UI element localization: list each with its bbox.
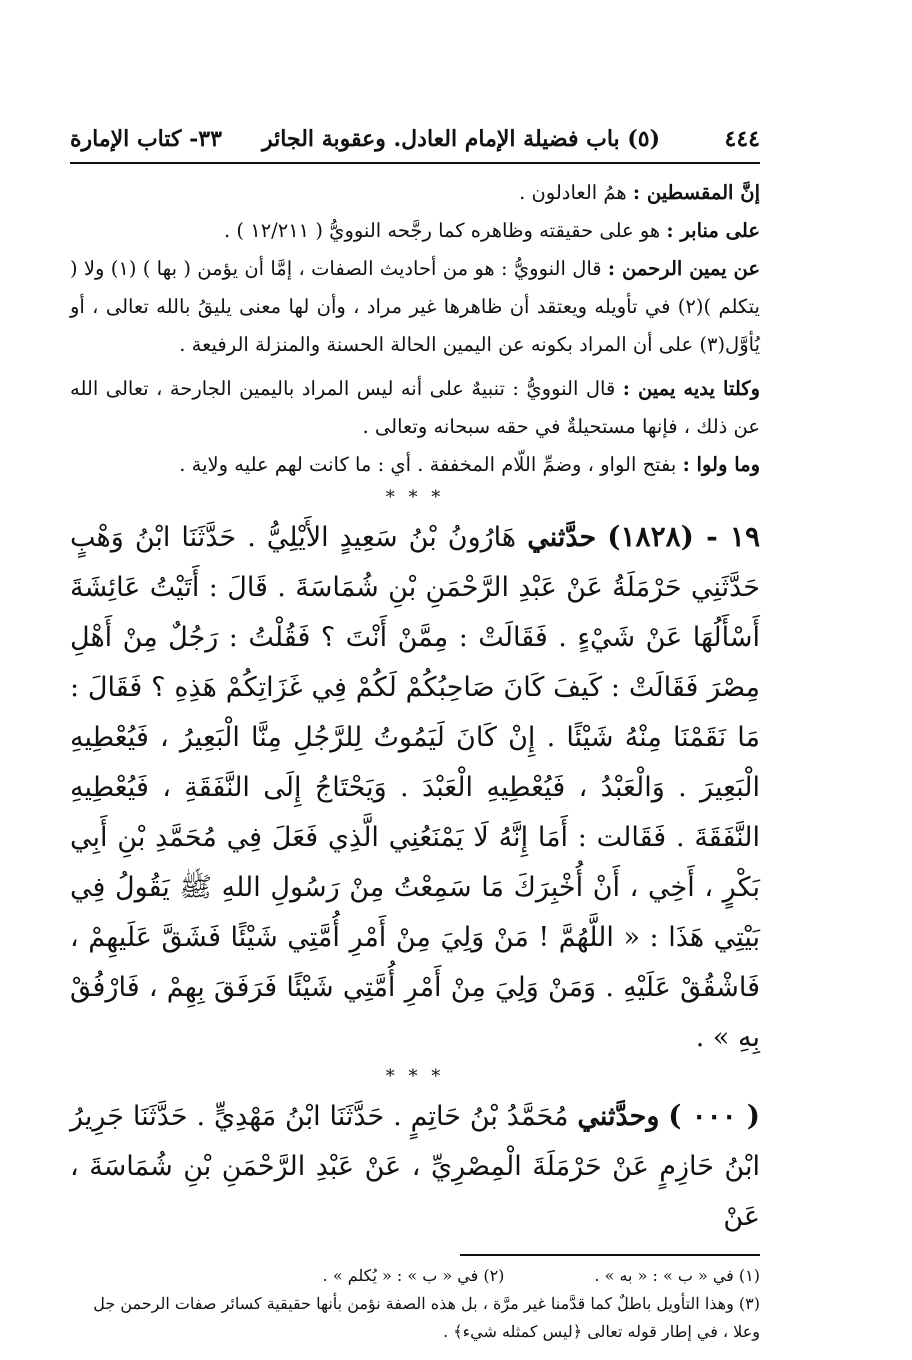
hadith-number: ١٩ - (١٨٢٨) bbox=[607, 520, 760, 553]
commentary-note bbox=[70, 174, 760, 212]
footnote: (٢) في « ب » : « يُكلم » . bbox=[322, 1266, 505, 1285]
commentary-note bbox=[70, 446, 760, 484]
commentary-note bbox=[70, 212, 760, 250]
note-term: عن يمين الرحمن : bbox=[607, 257, 760, 280]
note-term: وما ولوا : bbox=[682, 453, 760, 476]
note-text: بفتح الواو ، وضمِّ اللّام المخففة . أي : ما كانت لهم عليه ولاية . bbox=[179, 453, 683, 476]
footnote: (٣) وهذا التأويل باطلٌ كما قدَّمنا غير مرَّة ، بل هذه الصفة نؤمن بأنها حقيقية كسائر صفات الرحمن جل وعلا ، في إطار قوله تعالى ﴿ليس كمثله شيء﴾ . bbox=[93, 1294, 760, 1341]
footnote: (١) في « ب » : « به » . bbox=[594, 1266, 760, 1285]
footnote-row bbox=[70, 1262, 760, 1290]
footnotes bbox=[70, 1262, 760, 1346]
page-number: ٤٤٤ bbox=[724, 126, 760, 152]
hadith-block bbox=[70, 1091, 760, 1242]
note-term: وكلتا يديه يمين : bbox=[622, 377, 760, 400]
note-term: إنَّ المقسطين : bbox=[632, 181, 760, 204]
note-text: قال النوويُّ : تنبيهٌ على أنه ليس المراد باليمين الجارحة ، تعالى الله عن ذلك ، فإنها مستحيلةٌ في حقه سبحانه وتعالى . bbox=[70, 377, 760, 438]
hadith-lead-word: حدَّثني bbox=[527, 522, 597, 553]
chapter-title: (٥) باب فضيلة الإمام العادل. وعقوبة الجائر bbox=[262, 126, 660, 152]
commentary-note bbox=[70, 250, 760, 364]
hadith-block bbox=[70, 512, 760, 1063]
note-text: هو على حقيقته وظاهره كما رجَّحه النوويُّ ( ١٢/٢١١ ) . bbox=[224, 219, 667, 242]
header-divider bbox=[70, 162, 760, 164]
running-header bbox=[70, 120, 760, 160]
note-text: همُ العادلون . bbox=[519, 181, 633, 204]
commentary-section bbox=[70, 174, 760, 484]
commentary-note bbox=[70, 370, 760, 446]
note-term: على منابر : bbox=[666, 219, 760, 242]
book-title: ٣٣- كتاب الإمارة bbox=[70, 126, 222, 152]
section-separator: * * * bbox=[385, 487, 445, 508]
hadith-paragraph bbox=[70, 1091, 760, 1242]
hadith-number: ( ٠٠٠ ) bbox=[668, 1099, 760, 1132]
note-text: قال النوويُّ : هو من أحاديث الصفات ، إمَّا أن يؤمن ( بها ) (١) ولا ( يتكلم )(٢) في تأويله ويعتقد أن ظاهرها غير مراد ، وأن لها معنى يليقُ بالله تعالى ، أو يُأوَّل(٣) على أن المراد بكونه عن اليمين الحالة الحسنة والمنزلة الرفيعة . bbox=[70, 257, 760, 356]
section-separator: * * * bbox=[385, 1066, 445, 1087]
book-page bbox=[70, 120, 760, 1346]
hadith-paragraph bbox=[70, 512, 760, 1063]
hadith-lead-word: وحدَّثني bbox=[577, 1101, 660, 1132]
footnote-divider bbox=[460, 1254, 760, 1256]
hadith-text: مُحَمَّدُ بْنُ حَاتِمٍ . حَدَّثَنَا ابْنُ مَهْدِيٍّ . حَدَّثَنَا جَرِيرُ ابْنُ حَازِمٍ عَنْ حَرْمَلَةَ الْمِصْرِيِّ ، عَنْ عَبْدِ الرَّحْمَنِ بْنِ شُمَاسَةَ ، عَنْ bbox=[70, 1101, 760, 1232]
hadith-text: هَارُونُ بْنُ سَعِيدٍ الأَيْلِيُّ . حَدَّثَنَا ابْنُ وَهْبٍ حَدَّثَنِي حَرْمَلَةُ عَنْ عَبْدِ الرَّحْمَنِ بْنِ شُمَاسَةَ . قَالَ : أَتَيْتُ عَائِشَةَ أَسْأَلُهَا عَنْ شَيْءٍ . فَقَالَتْ : مِمَّنْ أَنْتَ ؟ فَقُلْتُ : رَجُلٌ مِنْ أَهْلِ مِصْرَ فَقَالَتْ : كَيفَ كَانَ صَاحِبُكُمْ لَكُمْ فِي غَزَاتِكُمْ هَذِهِ ؟ فَقَالَ : مَا نَقَمْنَا مِنْهُ شَيْئًا . إِنْ كَانَ لَيَمُوتُ لِلرَّجُلِ مِنَّا الْبَعِيرُ ، فَيُعْطِيهِ الْبَعِيرَ . وَالْعَبْدُ ، فَيُعْطِيهِ الْعَبْدَ . وَيَحْتَاجُ إِلَى النَّفَقَةِ ، فَيُعْطِيهِ النَّفَقَةَ . فَقَالت : أَمَا إِنَّهُ لَا يَمْنَعُنِي الَّذِي فَعَلَ فِي مُحَمَّدِ بْنِ أَبِي بَكْرٍ ، أَخِي ، أَنْ أُخْبِرَكَ مَا سَمِعْتُ مِنْ رَسُولِ اللهِ ﷺ يَقُولُ فِي بَيْتِي هَذَا : « اللَّهُمَّ ! مَنْ وَلِيَ مِنْ أَمْرِ أُمَّتِي شَيْئًا فَشَقَّ عَلَيهِمْ ، فَاشْقُقْ عَلَيْهِ . وَمَنْ وَلِيَ مِنْ أَمْرِ أُمَّتِي شَيْئًا فَرَفَقَ بِهِمْ ، فَارْفُقْ بِهِ » . bbox=[70, 522, 760, 1053]
